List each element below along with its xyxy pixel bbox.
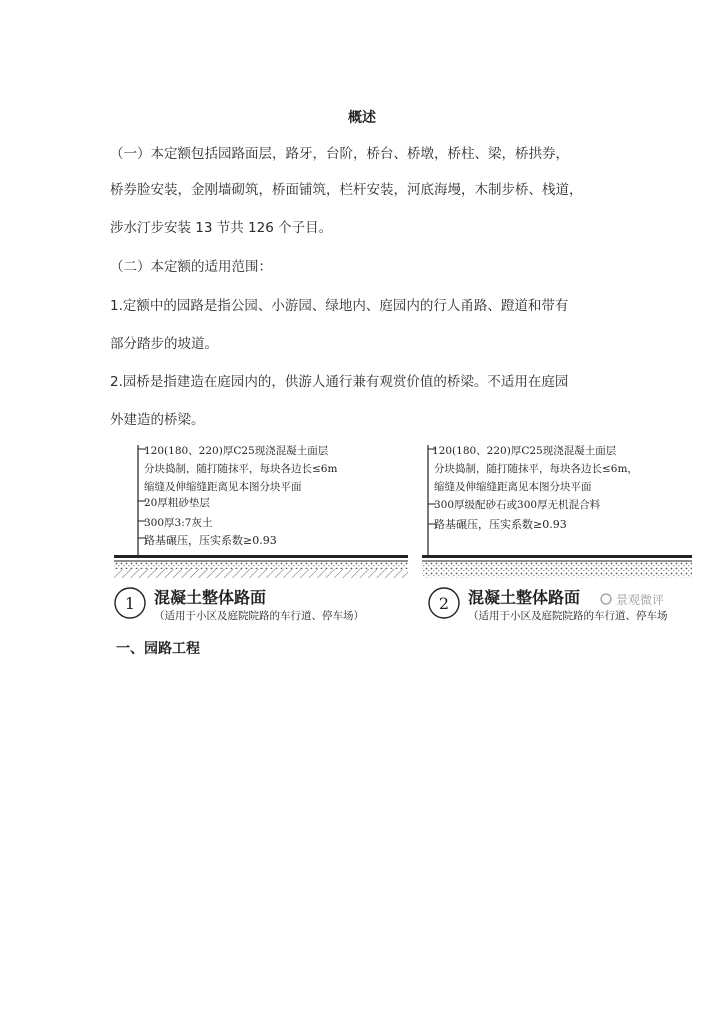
layer-label: 缩缝及伸缩缝距离见本图分块平面 [144, 481, 302, 493]
detail-caption: 混凝土整体路面 [468, 588, 581, 607]
watermark-text: 景观微评 [616, 593, 665, 607]
graded-gravel-layer [422, 562, 692, 578]
layer-label: 120(180、220)厚C25现浇混凝土面层 [432, 445, 617, 457]
lime-soil-layer [114, 569, 408, 578]
watermark-icon [601, 594, 611, 604]
concrete-surface-layer [422, 555, 692, 558]
layer-label: 20厚粗砂垫层 [144, 497, 210, 509]
layer-label: 300厚级配砂石或300厚无机混合料 [434, 499, 601, 511]
paragraph-line: （二）本定额的适用范围： [110, 259, 272, 275]
detail-caption: 混凝土整体路面 [154, 588, 267, 607]
pavement-section-figure [110, 437, 692, 625]
layer-label: 路基碾压，压实系数≥0.93 [434, 518, 567, 531]
detail-left [114, 444, 408, 622]
layer-label: 分块捣制，随打随抹平，每块各边长≤6m， [434, 463, 638, 475]
detail-note: （适用于小区及庭院院路的车行道、停车场） [154, 610, 364, 622]
concrete-surface-layer [114, 555, 408, 558]
detail-number: 1 [124, 594, 136, 613]
detail-number: 2 [438, 594, 450, 613]
layer-label: 300厚3:7灰土 [144, 517, 213, 529]
layer-label: 分块捣制，随打随抹平，每块各边长≤6m [144, 463, 338, 475]
layer-label: 路基碾压，压实系数≥0.93 [144, 534, 277, 547]
paragraph-line: 1.定额中的园路是指公园、小游园、绿地内、庭园内的行人甬路、蹬道和带有 [110, 298, 569, 314]
paragraph-line: 涉水汀步安装 13 节共 126 个子目。 [110, 220, 333, 236]
detail-note: （适用于小区及庭院院路的车行道、停车场 [468, 610, 668, 622]
paragraph-line: （一）本定额包括园路面层，路牙，台阶，桥台、桥墩，桥柱、梁，桥拱券， [110, 146, 569, 162]
sand-cushion-layer [114, 562, 408, 569]
paragraph-line: 桥券脸安装，金刚墙砌筑，桥面铺筑，栏杆安装，河底海墁，木制步桥、栈道， [110, 182, 583, 198]
section-heading: 一、园路工程 [116, 641, 200, 657]
paragraph-line: 部分踏步的坡道。 [110, 336, 218, 352]
detail-right [422, 444, 692, 622]
layer-label: 缩缝及伸缩缝距离见本图分块平面 [434, 481, 592, 493]
paragraph-line: 2.园桥是指建造在庭园内的，供游人通行兼有观赏价值的桥梁。不适用在庭园 [110, 374, 569, 390]
layer-label: 120(180、220)厚C25现浇混凝土面层 [144, 445, 329, 457]
document-title: 概述 [348, 110, 376, 126]
paragraph-line: 外建造的桥梁。 [110, 412, 205, 428]
